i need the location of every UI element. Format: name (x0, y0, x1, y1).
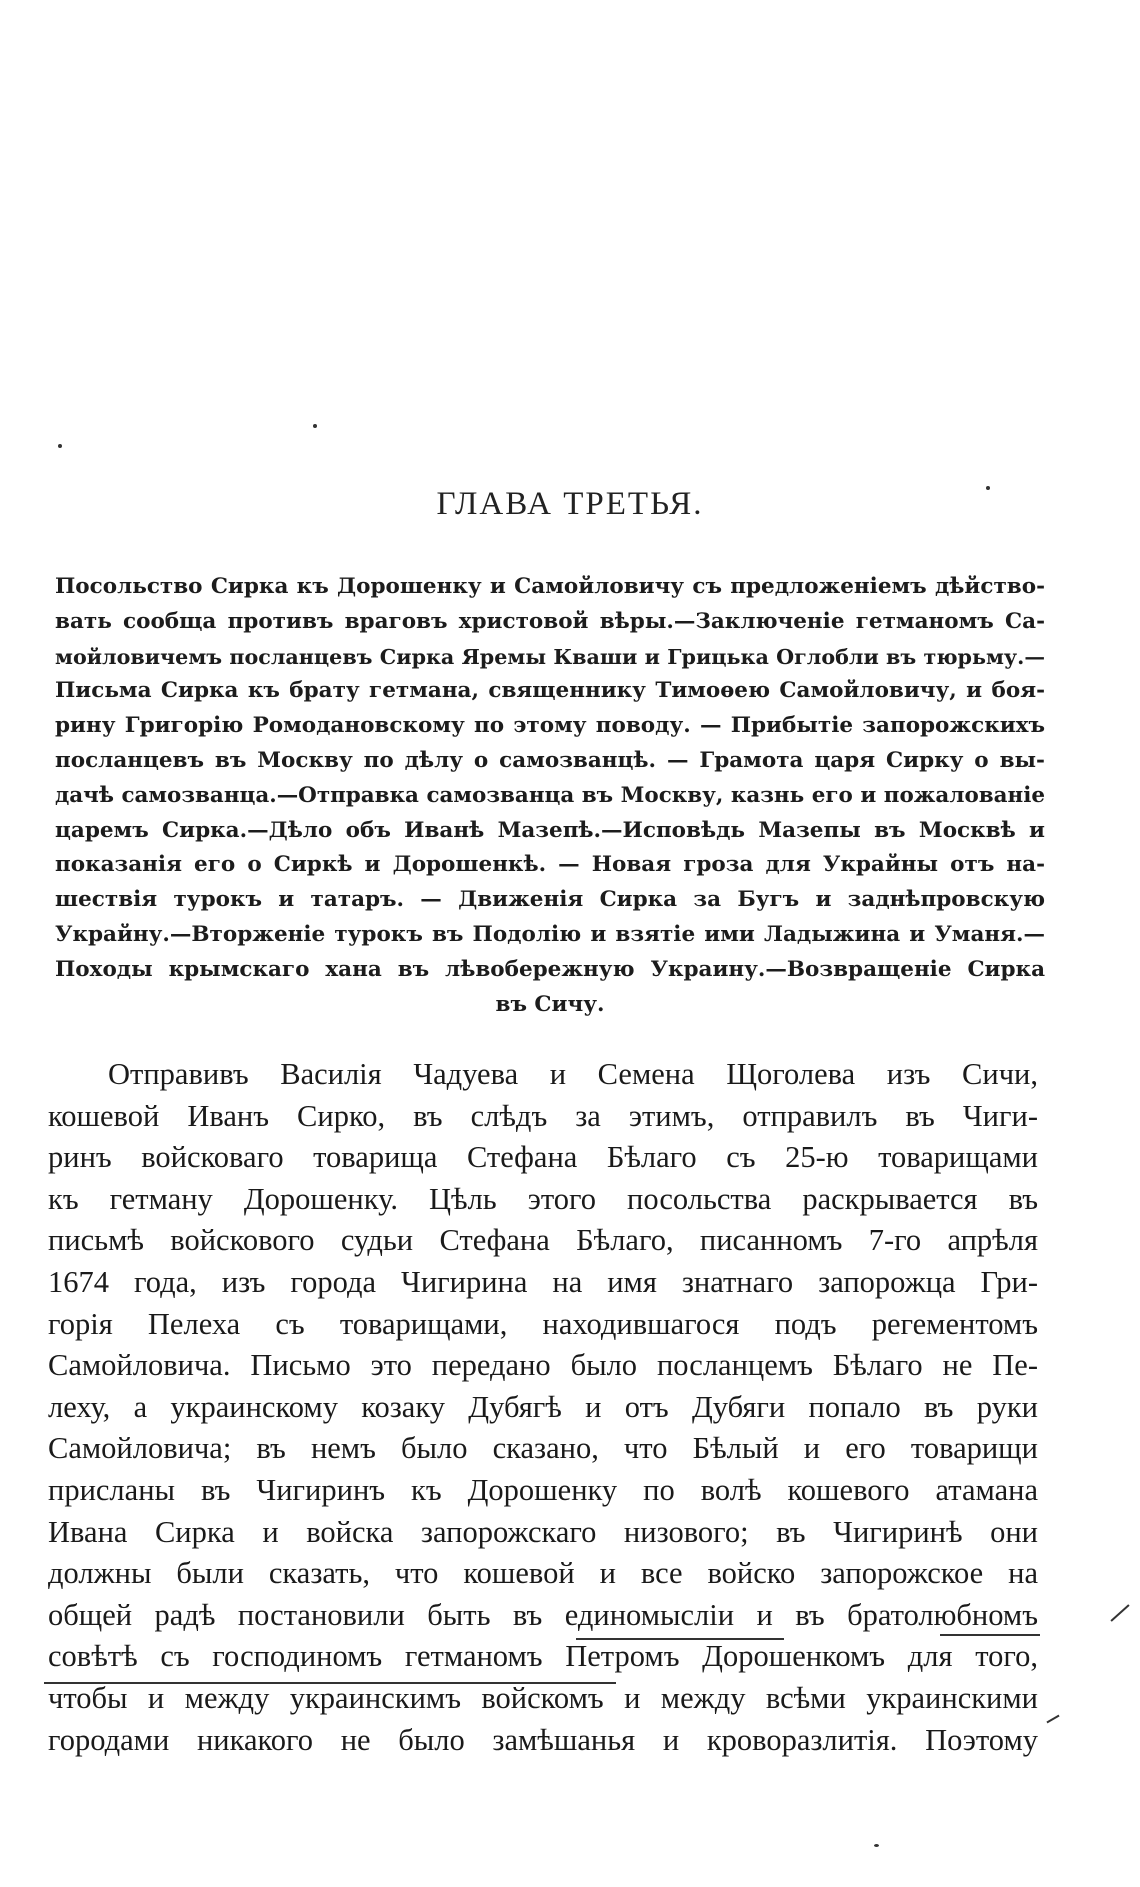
summary-line: шествія турокъ и татаръ. — Движенія Сирка за Бугъ и заднѣпровскую (55, 887, 1045, 913)
summary-line: дачѣ самозванца.—Отправка самозванца въ Москву, казнь его и пожалованіе (55, 782, 1045, 808)
print-speck (986, 486, 990, 490)
body-line: общей радѣ постановили быть въ единомысліи и въ братолюбномъ (48, 1597, 1038, 1632)
summary-line: рину Григорію Ромодановскому по этому поводу. — Прибытіе запорожскихъ (55, 713, 1045, 739)
body-line: леху, а украинскому козаку Дубягѣ и отъ Дубяги попало въ руки (48, 1389, 1038, 1424)
body-line: совѣтѣ съ господиномъ гетманомъ Петромъ Дорошенкомъ для того, (48, 1639, 1038, 1674)
summary-line: показанія его о Сиркѣ и Дорошенкѣ. — Новая гроза для Украйны отъ на- (55, 852, 1045, 878)
body-line: кошевой Иванъ Сирко, въ слѣдъ за этимъ, отправилъ въ Чиги- (48, 1098, 1038, 1133)
print-speck (313, 424, 317, 428)
pen-mark (1046, 1715, 1059, 1724)
summary-line: вать сообща противъ враговъ христовой вѣры.—Заключеніе гетманомъ Са- (55, 608, 1045, 634)
summary-line: Походы крымскаго хана въ лѣвобережную Украину.—Возвращеніе Сирка (55, 956, 1045, 982)
chapter-summary (55, 570, 1045, 1022)
body-line: Ивана Сирка и войска запорожскаго низового; въ Чигиринѣ они (48, 1514, 1038, 1549)
body-line: письмѣ войскового судьи Стефана Бѣлаго, писанномъ 7-го апрѣля (48, 1223, 1038, 1258)
summary-line: мойловичемъ посланцевъ Сирка Яремы Кваши и Грицька Оглобли въ тюрьму.— (55, 644, 1045, 669)
pen-mark (44, 1682, 616, 1684)
summary-line: въ Сичу. (495, 991, 605, 1017)
body-line: должны были сказать, что кошевой и все войско запорожское на (48, 1556, 1038, 1591)
body-text (48, 1054, 1038, 1761)
summary-line: посланцевъ въ Москву по дѣлу о самозванцѣ. — Грамота царя Сирку о вы- (55, 747, 1045, 773)
pen-mark (576, 1638, 784, 1640)
summary-line: Украйну.—Вторженіе турокъ въ Подолію и взятіе ими Ладыжина и Уманя.— (55, 921, 1045, 947)
chapter-title: ГЛАВА ТРЕТЬЯ. (436, 486, 704, 522)
print-speck (874, 1844, 879, 1847)
body-line: Самойловича. Письмо это передано было посланцемъ Бѣлаго не Пе- (48, 1348, 1038, 1383)
body-line: горія Пелеха съ товарищами, находившагося подъ регементомъ (48, 1306, 1038, 1341)
body-line: Отправивъ Василія Чадуева и Семена Щоголева изъ Сичи, (108, 1057, 1038, 1091)
body-line: чтобы и между украинскимъ войскомъ и между всѣми украинскими (48, 1680, 1038, 1715)
summary-line: Посольство Сирка къ Дорошенку и Самойловичу съ предложеніемъ дѣйство- (55, 574, 1045, 599)
print-speck (58, 444, 62, 448)
summary-line: Письма Сирка къ брату гетмана, священнику Тимоѳею Самойловичу, и боя- (55, 678, 1045, 704)
body-line: ринъ войсковаго товарища Стефана Бѣлаго съ 25-ю товарищами (48, 1140, 1038, 1175)
body-line: Самойловича; въ немъ было сказано, что Бѣлый и его товарищи (48, 1431, 1038, 1466)
pen-mark (940, 1634, 1040, 1636)
body-line: городами никакого не было замѣшанья и кроворазлитія. Поэтому (48, 1722, 1038, 1757)
body-line: 1674 года, изъ города Чигирина на имя знатнаго запорожца Гри- (48, 1264, 1038, 1299)
body-line: присланы въ Чигиринъ къ Дорошенку по волѣ кошевого атамана (48, 1472, 1038, 1507)
summary-line: царемъ Сирка.—Дѣло объ Иванѣ Мазепѣ.—Исповѣдь Мазепы въ Москвѣ и (55, 817, 1045, 843)
body-line: къ гетману Дорошенку. Цѣль этого посольства раскрывается въ (48, 1181, 1038, 1216)
pen-mark (1110, 1604, 1129, 1622)
